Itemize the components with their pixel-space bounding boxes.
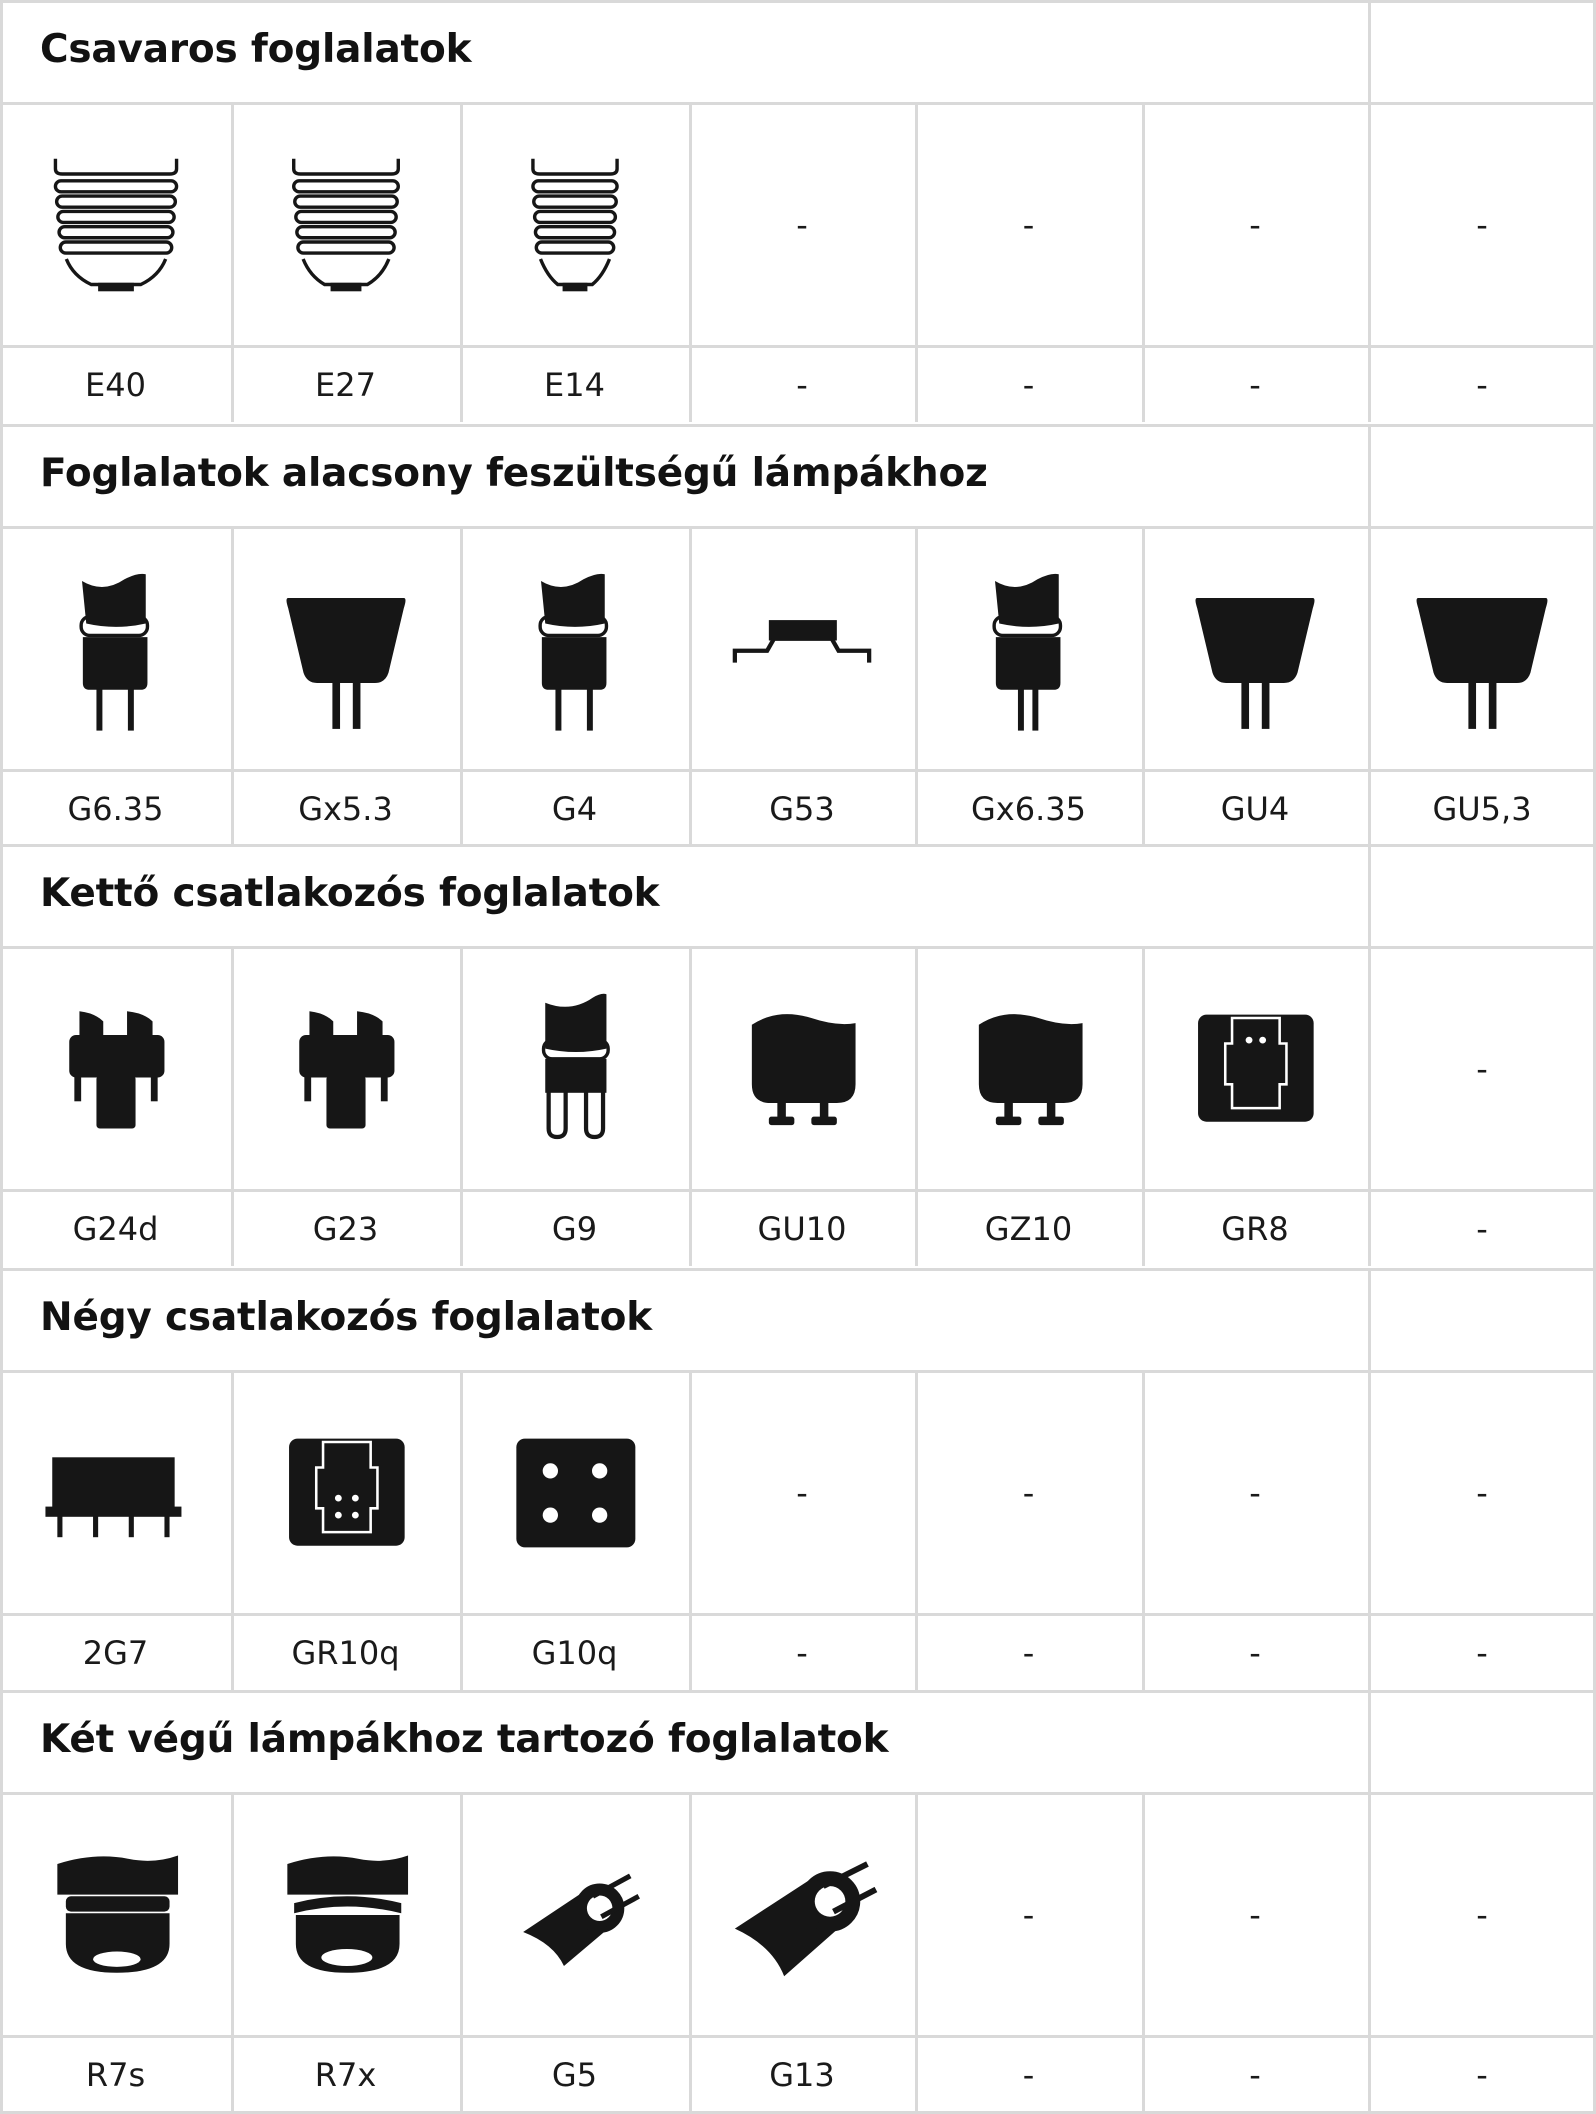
g13-tube-end-icon (689, 1795, 915, 2035)
socket-label: GU5,3 (1432, 790, 1532, 828)
r7x-double-ended-icon (261, 1830, 431, 2000)
socket-label: - (1476, 2056, 1488, 2094)
gu5-3-reflector-base-icon (1397, 564, 1567, 734)
e40-screw-base-icon (0, 105, 231, 345)
empty-cell-placeholder (1368, 1795, 1596, 2035)
empty-cell-placeholder (1368, 1373, 1596, 1613)
gr10q-square-base-icon (261, 1408, 431, 1578)
socket-label: GZ10 (984, 1210, 1073, 1248)
empty-cell-dash: - (1249, 1896, 1261, 1934)
socket-label: GR8 (1221, 1210, 1289, 1248)
socket-label: E14 (544, 366, 605, 404)
empty-cell-placeholder (915, 1795, 1142, 2035)
gx6-35-bipin-capsule-icon (944, 564, 1114, 734)
g4-bipin-capsule-icon (490, 564, 660, 734)
socket-label: - (1476, 366, 1488, 404)
grid-line-vertical (1368, 0, 1371, 102)
empty-cell-dash: - (796, 206, 808, 244)
socket-label: - (1022, 2056, 1035, 2094)
empty-cell-dash: - (1022, 1896, 1035, 1934)
empty-cell-placeholder (1368, 949, 1596, 1189)
socket-label: G23 (312, 1210, 379, 1248)
empty-cell-dash: - (1476, 1050, 1488, 1088)
gx6-35-bipin-capsule-icon (915, 529, 1142, 769)
socket-label: GU4 (1220, 790, 1290, 828)
socket-label: G53 (769, 790, 835, 828)
g6-35-bipin-capsule-icon (0, 529, 231, 769)
r7s-double-ended-icon (0, 1795, 231, 2035)
socket-label: GR10q (291, 1634, 400, 1672)
socket-label: G13 (769, 2056, 835, 2094)
e40-screw-base-icon (31, 140, 201, 310)
gu4-reflector-base-icon (1170, 564, 1340, 734)
empty-cell-placeholder (1368, 105, 1596, 345)
socket-label: Gx5.3 (298, 790, 393, 828)
empty-cell-dash: - (1476, 206, 1488, 244)
e14-screw-base-icon (460, 105, 689, 345)
g6-35-bipin-capsule-icon (31, 564, 201, 734)
socket-label: Gx6.35 (971, 790, 1086, 828)
g24d-compact-base-icon (31, 984, 201, 1154)
empty-cell-placeholder (1142, 105, 1368, 345)
gx5-3-reflector-base-icon (261, 564, 431, 734)
g9-loop-pin-icon (490, 984, 660, 1154)
empty-cell-placeholder (915, 105, 1142, 345)
empty-cell-placeholder (689, 1373, 915, 1613)
2g7-four-pin-bar-icon (0, 1373, 231, 1613)
g23-compact-base-icon (261, 984, 431, 1154)
g10q-four-dot-base-icon (460, 1373, 689, 1613)
section-title: Kettő csatlakozós foglalatok (40, 871, 660, 916)
e14-screw-base-icon (490, 140, 660, 310)
socket-label: - (1249, 2056, 1261, 2094)
empty-cell-dash: - (1249, 1474, 1261, 1512)
empty-cell-placeholder (1142, 1795, 1368, 2035)
socket-label: - (1022, 366, 1035, 404)
g53-flat-base-icon (717, 564, 887, 734)
socket-label: 2G7 (82, 1634, 149, 1672)
empty-cell-dash: - (1249, 206, 1261, 244)
empty-cell-placeholder (689, 105, 915, 345)
empty-cell-dash: - (796, 1474, 808, 1512)
socket-label: G4 (551, 790, 598, 828)
gr8-square-base-icon (1142, 949, 1368, 1189)
socket-label: R7s (85, 2056, 146, 2094)
empty-cell-dash: - (1022, 1474, 1035, 1512)
socket-label: G24d (72, 1210, 159, 1248)
empty-cell-placeholder (1142, 1373, 1368, 1613)
gu4-reflector-base-icon (1142, 529, 1368, 769)
empty-cell-dash: - (1476, 1474, 1488, 1512)
socket-label: - (796, 1634, 808, 1672)
empty-cell-dash: - (1476, 1896, 1488, 1934)
socket-label: - (796, 366, 808, 404)
g13-tube-end-icon (717, 1830, 887, 2000)
grid-line-vertical (1368, 1268, 1371, 1370)
g9-loop-pin-icon (460, 949, 689, 1189)
gu5-3-reflector-base-icon (1368, 529, 1596, 769)
socket-label: E40 (85, 366, 146, 404)
gz10-twist-lock-icon (944, 984, 1114, 1154)
gr8-square-base-icon (1170, 984, 1340, 1154)
socket-label: GU10 (757, 1210, 847, 1248)
socket-label: G6.35 (67, 790, 164, 828)
r7x-double-ended-icon (231, 1795, 460, 2035)
section-title: Foglalatok alacsony feszültségű lámpákhoz (40, 451, 988, 496)
g24d-compact-base-icon (0, 949, 231, 1189)
socket-label: - (1476, 1634, 1488, 1672)
section-title: Csavaros foglalatok (40, 27, 472, 72)
grid-line-vertical (1368, 424, 1371, 526)
gz10-twist-lock-icon (915, 949, 1142, 1189)
gx5-3-reflector-base-icon (231, 529, 460, 769)
gr10q-square-base-icon (231, 1373, 460, 1613)
e27-screw-base-icon (231, 105, 460, 345)
g4-bipin-capsule-icon (460, 529, 689, 769)
empty-cell-dash: - (1022, 206, 1035, 244)
g10q-four-dot-base-icon (490, 1408, 660, 1578)
g23-compact-base-icon (231, 949, 460, 1189)
gu10-twist-lock-icon (689, 949, 915, 1189)
grid-line-vertical (1368, 844, 1371, 946)
grid-line-vertical (1368, 1690, 1371, 1792)
socket-label: - (1249, 366, 1261, 404)
socket-label: E27 (315, 366, 376, 404)
socket-label: G5 (551, 2056, 598, 2094)
2g7-four-pin-bar-icon (31, 1408, 201, 1578)
section-title: Négy csatlakozós foglalatok (40, 1295, 652, 1340)
e27-screw-base-icon (261, 140, 431, 310)
g5-tube-end-icon (460, 1795, 689, 2035)
socket-label: - (1022, 1634, 1035, 1672)
g53-flat-base-icon (689, 529, 915, 769)
g5-tube-end-icon (490, 1830, 660, 2000)
section-title: Két végű lámpákhoz tartozó foglalatok (40, 1717, 889, 1762)
socket-label: G9 (551, 1210, 598, 1248)
socket-label: - (1476, 1210, 1488, 1248)
socket-label: G10q (531, 1634, 618, 1672)
socket-label: - (1249, 1634, 1261, 1672)
gu10-twist-lock-icon (717, 984, 887, 1154)
r7s-double-ended-icon (31, 1830, 201, 2000)
socket-label: R7x (314, 2056, 377, 2094)
empty-cell-placeholder (915, 1373, 1142, 1613)
